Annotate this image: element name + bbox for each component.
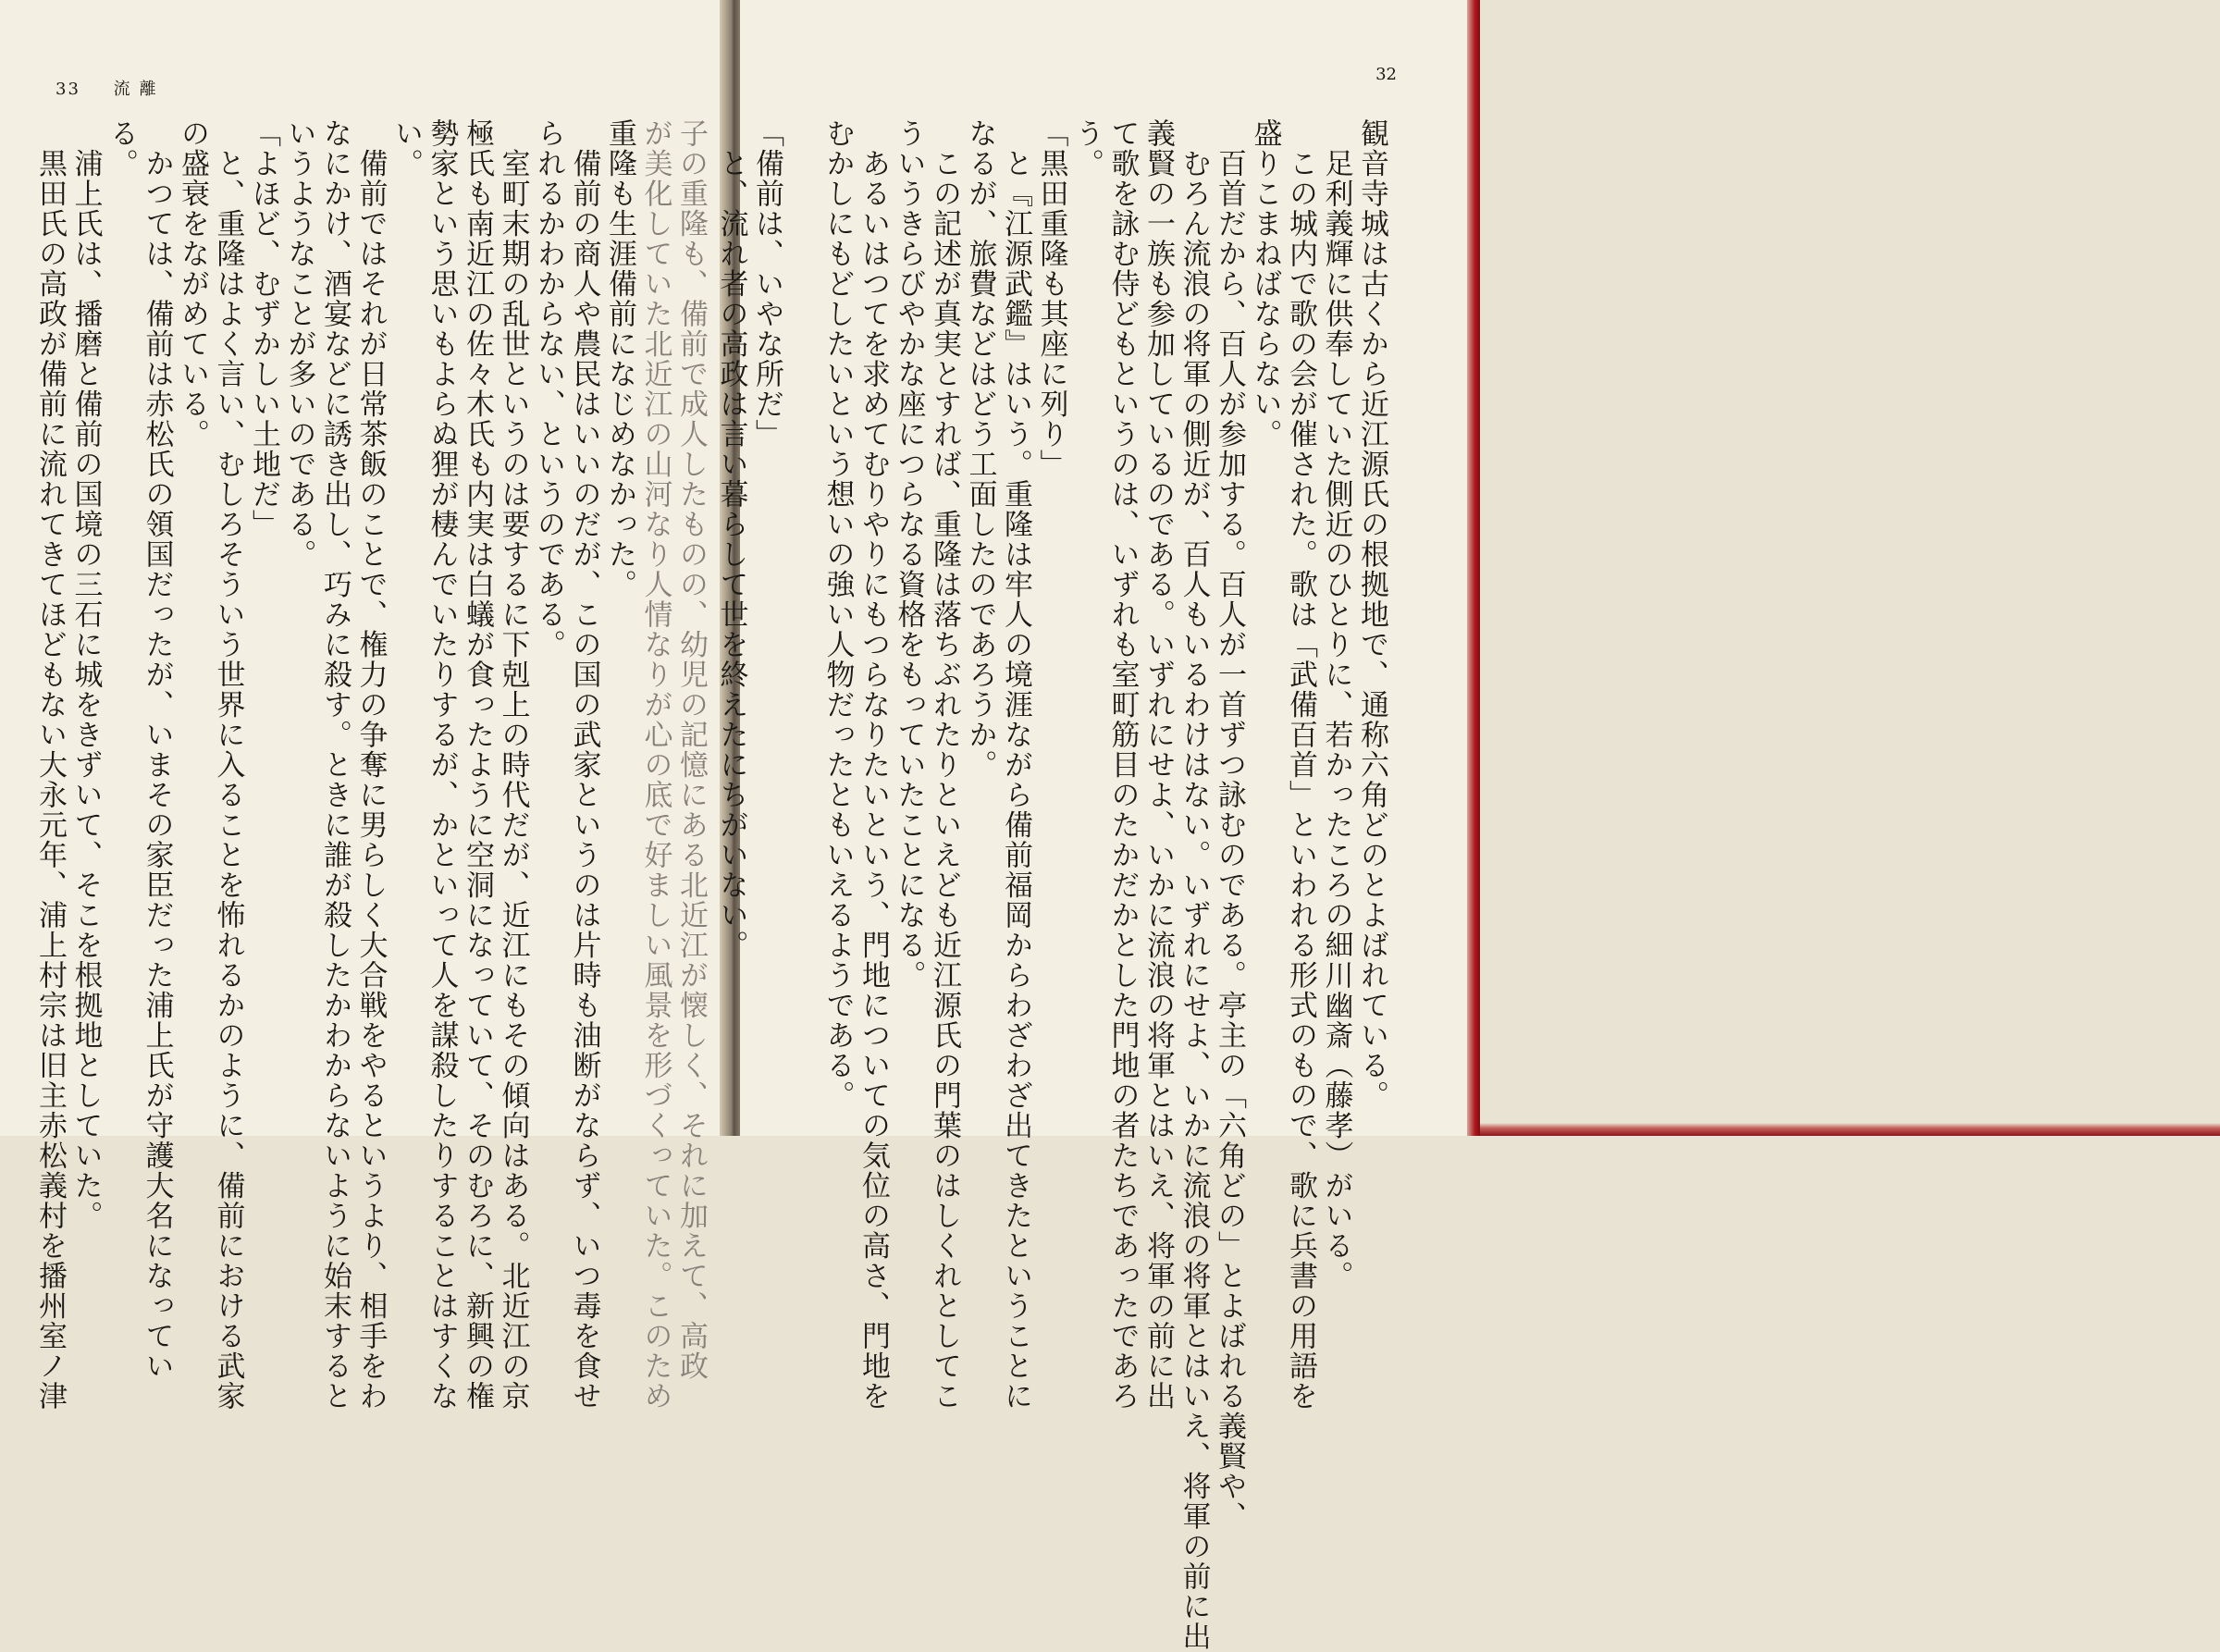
text-line: 備前ではそれが日常茶飯のことで、権力の争奪に男らしく大合戦をやるというより、相手をわ bbox=[353, 118, 388, 1412]
text-line: 百首だから、百人が参加する。百人が一首ずつ詠むのである。亭主の「六角どの」とよばれる義賢や、 bbox=[1213, 118, 1246, 1532]
text-line: むかしにもどしたいという想いの強い人物だったともいえるようである。 bbox=[820, 118, 855, 1111]
page-edge-stain bbox=[1467, 0, 1480, 1136]
text-line: が美化していた北近江の山河なり人情なりが心の底で好ましい風景を形づくっていた。このため bbox=[638, 118, 672, 1412]
text-line: 室町末期の乱世というのは要するに下剋上の時代だが、近江にもその傾向はある。北近江の京 bbox=[496, 118, 530, 1412]
text-line: いうようなことが多いのである。 bbox=[282, 118, 316, 570]
text-line: ういうきらびやかな座につらなる資格をもっていたことになる。 bbox=[892, 118, 926, 991]
right-text-block bbox=[714, 118, 1389, 1652]
text-line: この記述が真実とすれば、重隆は落ちぶれたりといえども近江源氏の門葉のはしくれとしてこ bbox=[928, 118, 961, 1412]
text-line: 観音寺城は古くから近江源氏の根拠地で、通称六角どのとよばれている。 bbox=[1355, 118, 1388, 1111]
text-line: と、重隆はよく言い、むしろそういう世界に入ることを怖れるかのように、備前における武家 bbox=[211, 118, 245, 1412]
text-line: あるいはつてを求めてむりやりにもつらなりたいという、門地についての気位の高さ、門地を bbox=[857, 118, 890, 1412]
text-line: 重隆も生涯備前になじめなかった。 bbox=[603, 118, 636, 599]
text-line: い。 bbox=[389, 118, 423, 179]
text-line: う。 bbox=[1070, 118, 1104, 179]
page-number-right: 32 bbox=[1375, 65, 1397, 84]
text-line: と『江源武鑑』はいう。重隆は牢人の境涯ながら備前福岡からわざわざ出てきたということに bbox=[999, 118, 1032, 1412]
page-bottom-stain bbox=[1480, 1123, 2220, 1136]
section-gap bbox=[784, 118, 820, 1099]
text-line: て歌を詠む侍どもというのは、いずれも室町筋目のたかだかとした門地の者たちであったであろ bbox=[1105, 118, 1140, 1412]
text-line: 勢家という思いもよらぬ狸が棲んでいたりするが、かといって人を謀殺したりすることはすくな bbox=[425, 118, 459, 1412]
right-page bbox=[714, 0, 1480, 1652]
text-line: 盛りこまねばならない。 bbox=[1248, 118, 1282, 450]
text-line: 黒田氏の高政が備前に流れてきてほどもない大永元年、浦上村宗は旧主赤松義村を播州室ノ津 bbox=[33, 118, 67, 1412]
text-line: 「備前は、いやな所だ」 bbox=[750, 118, 783, 450]
left-page bbox=[0, 0, 731, 1412]
running-head bbox=[56, 76, 166, 100]
left-text-block bbox=[33, 118, 709, 1412]
text-line: る。 bbox=[105, 118, 138, 179]
text-line: の盛衰をながめている。 bbox=[176, 118, 209, 450]
text-line: むろん流浪の将軍の側近が、百人もいるわけはない。いずれにせよ、いかに流浪の将軍とはいえ、将軍の前に出 bbox=[1177, 118, 1211, 1652]
text-line: かつては、備前は赤松氏の領国だったが、いまその家臣だった浦上氏が守護大名になってい bbox=[140, 118, 174, 1381]
text-line: 「よほど、むずかしい土地だ」 bbox=[247, 118, 280, 539]
text-line: なるが、旅費などはどう工面したのであろうか。 bbox=[963, 118, 997, 780]
text-line: 極氏も南近江の佐々木氏も内実は白蟻が食ったように空洞になっていて、そのむろに、新興の権 bbox=[461, 118, 494, 1412]
page-number-left: 33 bbox=[56, 80, 80, 99]
text-line: 備前の商人や農民はいいのだが、この国の武家というのは片時も油断がならず、いつ毒を食せ bbox=[567, 118, 601, 1412]
text-line: なにかけ、酒宴などに誘き出し、巧みに殺す。ときに誰が殺したかわからないように始末すると bbox=[318, 118, 352, 1412]
text-line: 「黒田重隆も其座に列り」 bbox=[1034, 118, 1068, 479]
text-line: られるかわからない、というのである。 bbox=[532, 118, 565, 660]
running-title: 流離 bbox=[113, 80, 166, 99]
text-line: 義賢の一族も参加しているのである。いずれにせよ、いかに流浪の将軍とはいえ、将軍の前に出 bbox=[1141, 118, 1175, 1412]
text-line: この城内で歌の会が催された。歌は「武備百首」といわれる形式のもので、歌に兵書の用語を bbox=[1284, 118, 1317, 1412]
text-line: 浦上氏は、播磨と備前の国境の三石に城をきずいて、そこを根拠地としていた。 bbox=[68, 118, 103, 1231]
text-line: と、流れ者の高政は言い暮らして世を終えたにちがいない。 bbox=[714, 118, 748, 960]
text-line: 子の重隆も、備前で成人したものの、幼児の記憶にある北近江が懐しく、それに加えて、高政 bbox=[674, 118, 708, 1381]
text-line: 足利義輝に供奉していた側近のひとりに、若かったころの細川幽斎（藤孝）がいる。 bbox=[1319, 118, 1353, 1291]
